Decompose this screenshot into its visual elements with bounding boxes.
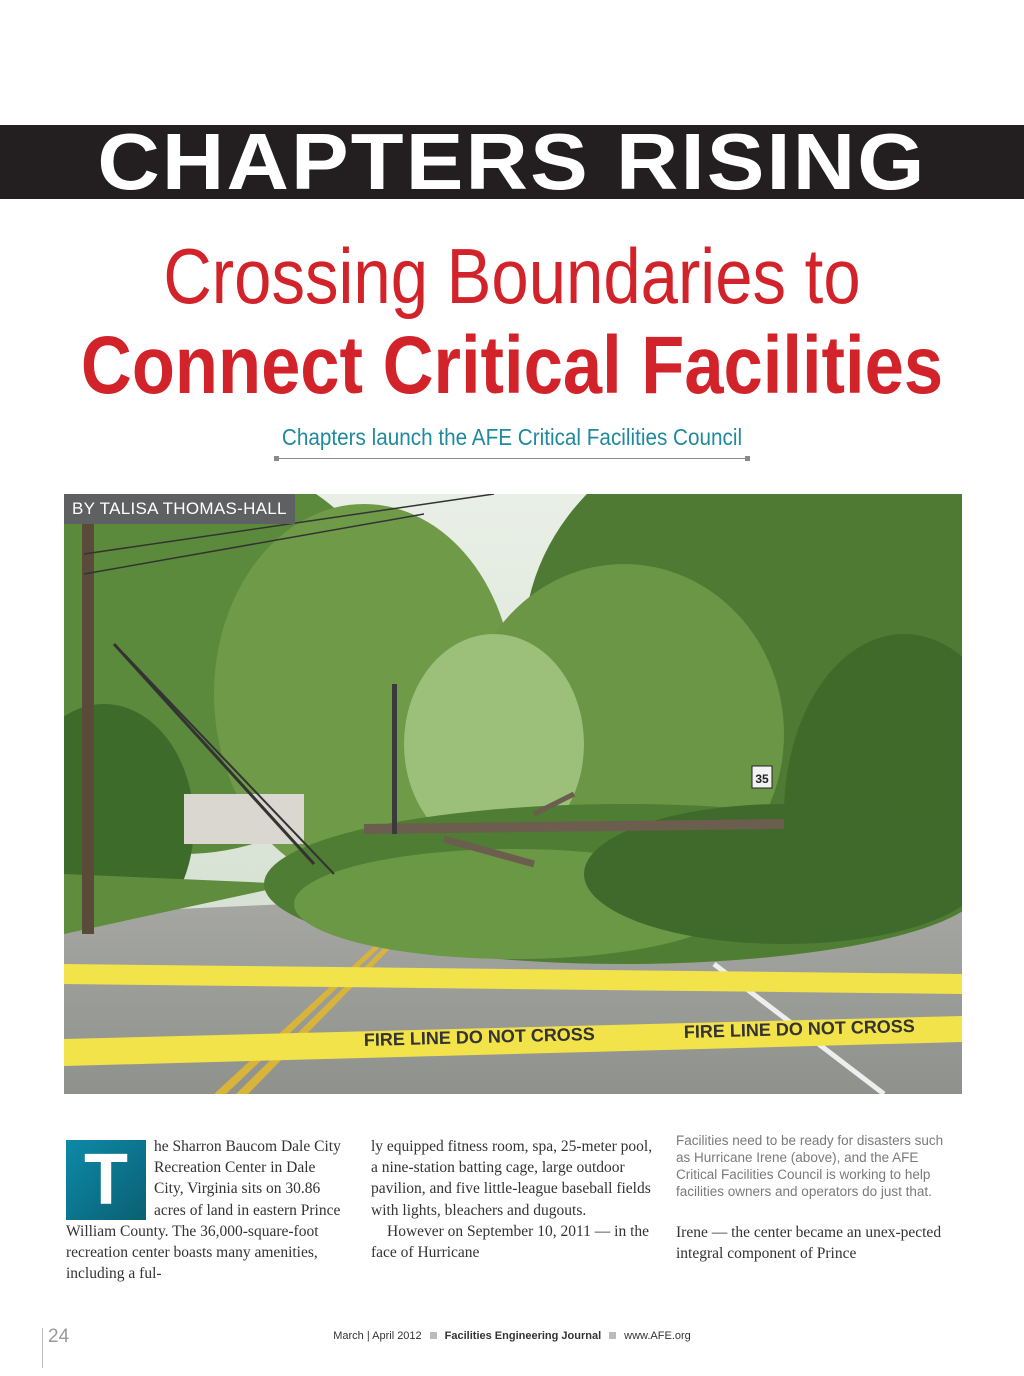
storm-damage-photo [64, 494, 962, 1094]
footer-website[interactable]: www.AFE.org [624, 1330, 691, 1342]
section-banner [0, 117, 1024, 206]
photo-caption: Facilities need to be ready for disasters such as Hurricane Irene (above), and the AFE Critical Facilities Council is working to help facilities owners and operators do just that. [676, 1133, 944, 1199]
page-footer [0, 1330, 1024, 1342]
article-paragraph: Irene — the center became an unex-pected integral component of Prince [676, 1224, 942, 1263]
byline: BY TALISA THOMAS-HALL [64, 494, 295, 524]
footer-journal: Facilities Engineering Journal [444, 1330, 602, 1342]
footer-issue: March | April 2012 [333, 1330, 422, 1342]
article-column-3 [676, 1133, 958, 1264]
dropcap: T [66, 1140, 146, 1220]
headline-line-2: Connect Critical Facilities [80, 320, 944, 411]
tape-label: FIRE LINE DO NOT CROSS [363, 1023, 596, 1050]
article-paragraph: However on September 10, 2011 — in the face of Hurricane [371, 1222, 650, 1262]
tape-label: FIRE LINE DO NOT CROSS [683, 1015, 916, 1042]
route-sign-label: 35 [755, 772, 769, 786]
article-column-2 [371, 1136, 653, 1263]
page-number: 24 [48, 1326, 70, 1347]
article-paragraph: he Sharron Baucom Dale City Recreation Center in Dale City, Virginia sits on 30.86 acres of land in eastern Prince William County. The 36,000-square-foot recreation center boasts many amenities, including a ful- [66, 1138, 341, 1283]
footer-separator [430, 1332, 437, 1339]
deck-divider [276, 458, 748, 459]
headline-line-1: Crossing Boundaries to [163, 232, 861, 320]
article-column-1 [66, 1136, 348, 1284]
deck-subtitle: Chapters launch the AFE Critical Facilities Council [281, 424, 743, 450]
section-title: CHAPTERS RISING [97, 117, 927, 206]
footer-separator [609, 1332, 616, 1339]
article-paragraph: ly equipped fitness room, spa, 25-meter pool, a nine-station batting cage, large outdoor pavilion, and five little-league baseball fields with lights, bleachers and dugouts. [371, 1138, 653, 1219]
